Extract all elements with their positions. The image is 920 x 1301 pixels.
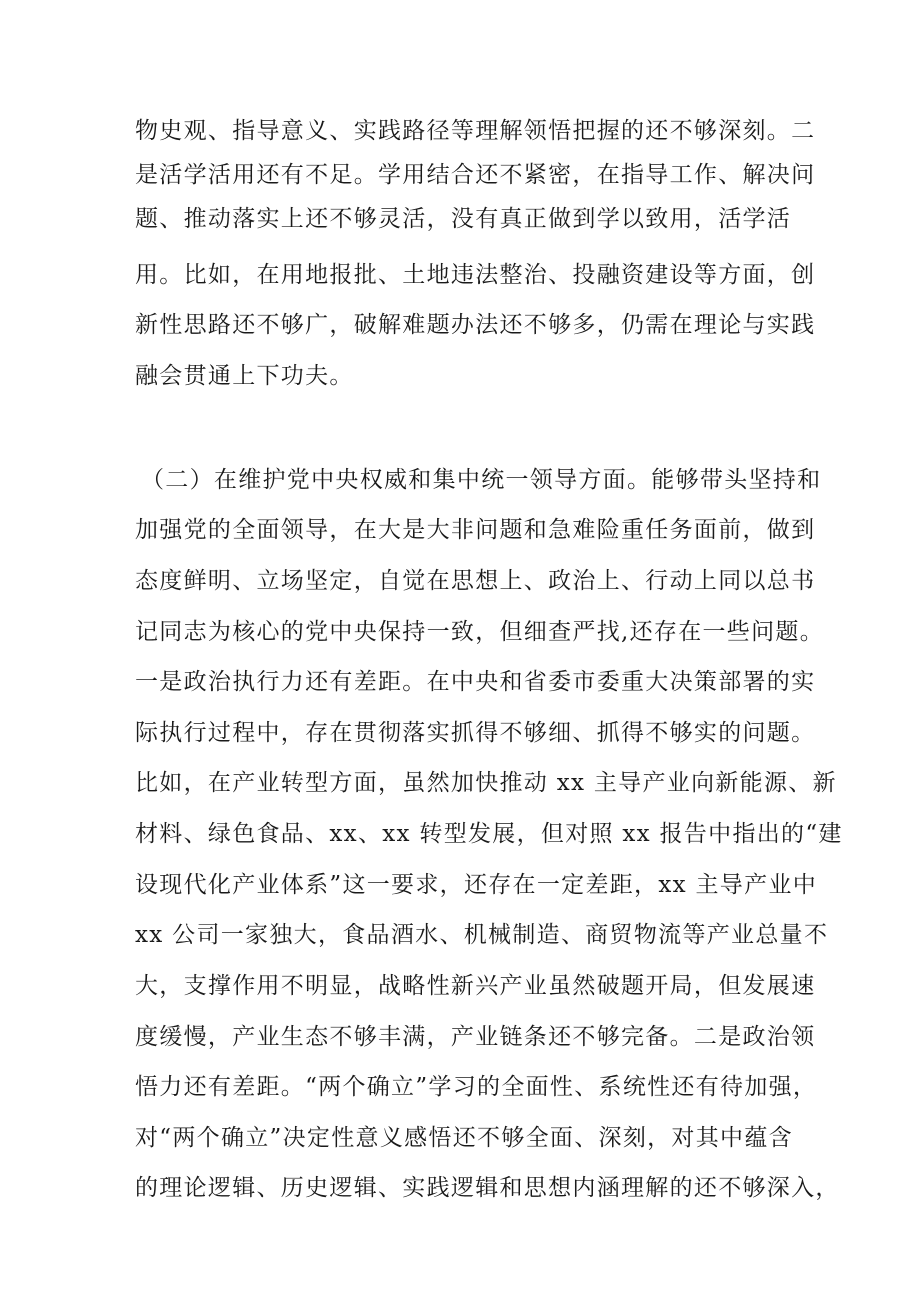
text-line: 记同志为核心的党中央保持一致，但细查严找,还存在一些问题。 bbox=[135, 619, 825, 645]
text-line: 度缓慢，产业生态不够丰满，产业链条还不够完备。二是政治领 bbox=[135, 1024, 816, 1050]
text-line: 悟力还有差距。“两个确立”学习的全面性、系统性还有待加强， bbox=[135, 1074, 818, 1100]
text-line: 是活学活用还有不足。学用结合还不紧密，在指导工作、解决问 bbox=[135, 162, 816, 188]
text-line: 用。比如，在用地报批、土地违法整治、投融资建设等方面，创 bbox=[135, 262, 816, 288]
text-line: 材料、绿色食品、xx、xx 转型发展，但对照 xx 报告中指出的“建 bbox=[135, 821, 843, 847]
text-line: 比如，在产业转型方面，虽然加快推动 xx 主导产业向新能源、新 bbox=[135, 770, 837, 796]
text-line: 设现代化产业体系”这一要求，还存在一定差距，xx 主导产业中 bbox=[135, 872, 818, 898]
text-line: 新性思路还不够广，破解难题办法还不够多，仍需在理论与实践 bbox=[135, 312, 816, 338]
text-line: 大，支撑作用不明显，战略性新兴产业虽然破题开局，但发展速 bbox=[135, 973, 816, 999]
text-line: 对“两个确立”决定性意义感悟还不够全面、深刻，对其中蕴含 bbox=[135, 1125, 793, 1151]
text-line: 际执行过程中，存在贯彻落实抓得不够细、抓得不够实的问题。 bbox=[135, 720, 816, 746]
text-line: xx 公司一家独大，食品酒水、机械制造、商贸物流等产业总量不 bbox=[135, 922, 829, 948]
text-line: 加强党的全面领导，在大是大非问题和急难险重任务面前，做到 bbox=[135, 517, 816, 543]
text-line: 的理论逻辑、历史逻辑、实践逻辑和思想内涵理解的还不够深入， bbox=[135, 1175, 840, 1201]
text-line: （二）在维护党中央权威和集中统一领导方面。能够带头坚持和 bbox=[141, 467, 822, 493]
text-line: 题、推动落实上还不够灵活，没有真正做到学以致用，活学活 bbox=[135, 206, 792, 232]
text-line: 一是政治执行力还有差距。在中央和省委市委重大决策部署的实 bbox=[135, 669, 816, 695]
text-line: 物史观、指导意义、实践路径等理解领悟把握的还不够深刻。二 bbox=[135, 118, 816, 144]
text-line: 融会贯通上下功夫。 bbox=[135, 363, 354, 389]
text-line: 态度鲜明、立场坚定，自觉在思想上、政治上、行动上同以总书 bbox=[135, 568, 816, 594]
